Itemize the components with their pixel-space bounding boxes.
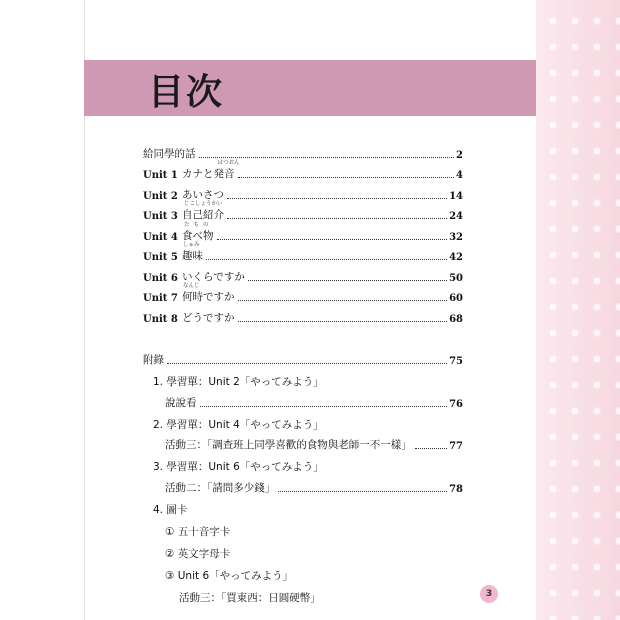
page-number-badge: 3 bbox=[480, 585, 498, 603]
toc-entry-page: 14 bbox=[449, 190, 463, 202]
leader-dots bbox=[200, 406, 448, 407]
furigana: しゅみ bbox=[183, 242, 200, 248]
toc-entry-title: どうですか bbox=[182, 311, 235, 324]
leader-dots bbox=[206, 259, 447, 260]
card-list-item-1[interactable]: ① 五十音字卡 bbox=[165, 525, 231, 538]
toc-entry-title: あいさつ bbox=[182, 188, 224, 201]
toc-entry-page: 76 bbox=[449, 398, 463, 410]
unit-label: Unit 6 bbox=[143, 272, 178, 284]
appendix-item-1-heading[interactable]: 1. 學習單：Unit 2「やってみよう」 bbox=[153, 376, 324, 388]
appendix-item-1-entry[interactable] bbox=[143, 389, 463, 410]
leader-dots bbox=[248, 280, 447, 281]
toc-entry-unit-7[interactable] bbox=[143, 284, 463, 305]
toc-entry-title: カナと はつおん 発音 bbox=[182, 160, 240, 180]
leader-dots bbox=[167, 363, 447, 364]
toc-entry-title: 說說看 bbox=[165, 396, 197, 409]
toc-entry-page: 68 bbox=[449, 313, 463, 325]
appendix-item-3-heading[interactable]: 3. 學習單：Unit 6「やってみよう」 bbox=[153, 461, 324, 473]
toc-entry-page: 24 bbox=[449, 211, 463, 222]
unit-label: Unit 2 bbox=[143, 190, 178, 202]
toc-entry-title: なんじ 何時ですか bbox=[182, 283, 235, 303]
toc-entry-title: 活動三：「調查班上同學喜歡的食物與老師一不一樣」 bbox=[165, 439, 412, 451]
unit-label: Unit 3 bbox=[143, 211, 178, 222]
toc-entry-appendix[interactable] bbox=[143, 347, 463, 368]
page-title: 目次 bbox=[148, 72, 225, 113]
toc-entry-page: 32 bbox=[449, 231, 463, 243]
furigana: なんじ bbox=[183, 283, 200, 289]
toc-entry-title: 附錄 bbox=[143, 354, 164, 366]
toc-entry-page: 75 bbox=[449, 356, 463, 367]
decorative-dot-pattern bbox=[536, 0, 620, 620]
furigana: じこしょうかい bbox=[184, 201, 223, 207]
toc-entry-title: 活動二：「請問多少錢」 bbox=[165, 481, 276, 494]
toc-entry-title: 給同學的話 bbox=[143, 147, 196, 160]
unit-label: Unit 4 bbox=[143, 231, 178, 243]
unit-label: Unit 7 bbox=[143, 293, 178, 304]
toc-entry-unit-8[interactable] bbox=[143, 304, 463, 325]
appendix-item-4-heading[interactable]: 4. 圖卡 bbox=[153, 503, 188, 516]
toc-entry-page: 42 bbox=[449, 252, 463, 263]
toc-entry-intro[interactable] bbox=[143, 140, 463, 161]
leader-dots bbox=[217, 239, 448, 240]
unit-label: Unit 8 bbox=[143, 313, 178, 325]
toc-entry-page: 2 bbox=[456, 149, 463, 161]
furigana: たもの bbox=[184, 221, 213, 228]
table-of-contents bbox=[143, 140, 463, 605]
toc-entry-title: いくらですか bbox=[182, 270, 245, 283]
toc-entry-page: 50 bbox=[449, 272, 463, 284]
toc-entry-page: 60 bbox=[449, 293, 463, 304]
toc-entry-unit-1[interactable] bbox=[143, 161, 463, 182]
leader-dots bbox=[238, 300, 448, 301]
toc-entry-page: 77 bbox=[449, 441, 463, 452]
appendix-item-2-entry[interactable] bbox=[143, 432, 463, 453]
toc-entry-unit-5[interactable] bbox=[143, 243, 463, 264]
toc-entry-title: しゅみ 趣味 bbox=[182, 242, 203, 262]
furigana: はつおん bbox=[217, 160, 240, 166]
leader-dots bbox=[278, 491, 447, 492]
toc-entry-page: 78 bbox=[449, 483, 463, 495]
leader-dots bbox=[238, 177, 455, 178]
decorative-margin bbox=[536, 0, 620, 620]
appendix-item-3-entry[interactable] bbox=[143, 474, 463, 495]
toc-entry-title: じこしょうかい 自己紹介 bbox=[182, 201, 224, 221]
card-list-item-3-sub[interactable]: 活動三：「買東西：日圓硬幣」 bbox=[179, 591, 321, 604]
appendix-item-2-heading[interactable]: 2. 學習單：Unit 4「やってみよう」 bbox=[153, 418, 324, 431]
leader-dots bbox=[227, 218, 447, 219]
unit-label: Unit 1 bbox=[143, 170, 178, 181]
unit-label: Unit 5 bbox=[143, 252, 178, 263]
card-list-item-3[interactable]: ③ Unit 6「やってみよう」 bbox=[165, 569, 294, 582]
toc-entry-title: たもの 食べ物 bbox=[182, 221, 214, 242]
leader-dots bbox=[238, 321, 448, 322]
toc-entry-page: 4 bbox=[456, 170, 463, 181]
leader-dots bbox=[227, 198, 447, 199]
card-list-item-2[interactable]: ② 英文字母卡 bbox=[165, 547, 231, 560]
leader-dots bbox=[415, 448, 447, 449]
